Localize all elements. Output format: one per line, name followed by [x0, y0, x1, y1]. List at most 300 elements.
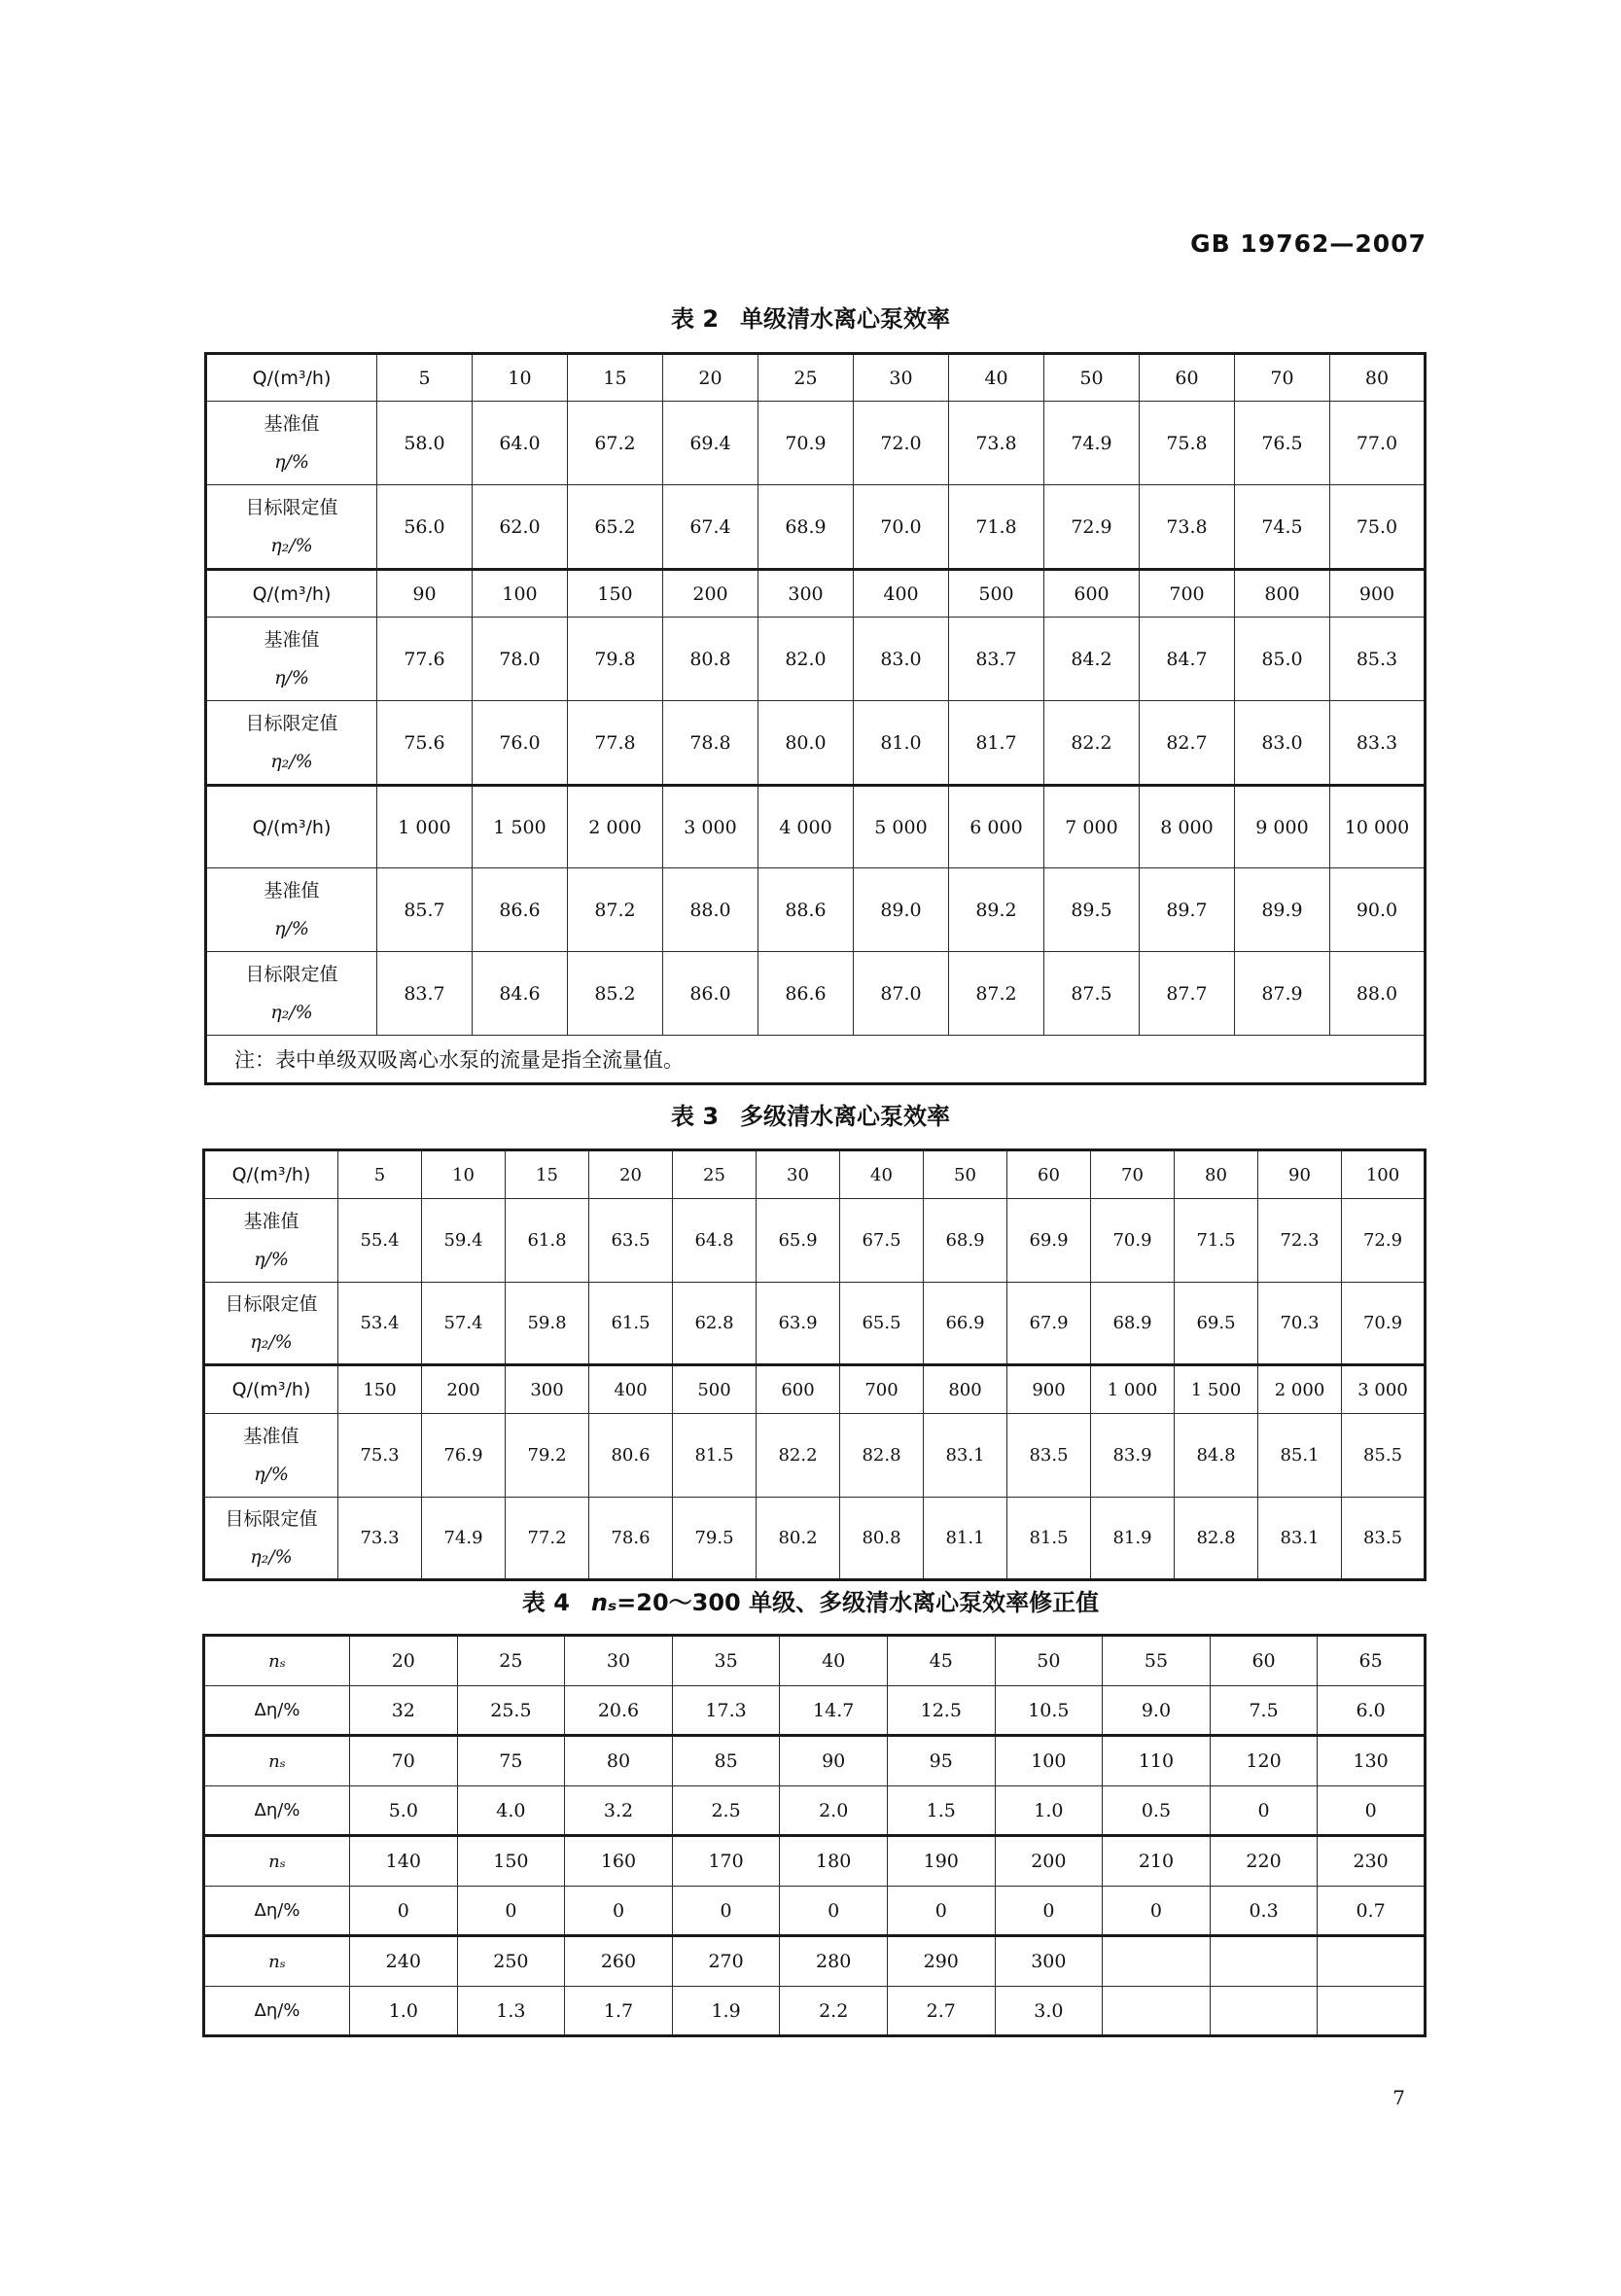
table3-target-cell: 59.8 — [506, 1283, 589, 1365]
table4-delta-cell: 4.0 — [457, 1786, 565, 1836]
table3-multi-stage-efficiency — [202, 1148, 1427, 1581]
table2-base-cell: 87.2 — [568, 868, 663, 952]
table3-flow-cell: 800 — [924, 1365, 1007, 1414]
table2-target-cell: 68.9 — [758, 485, 854, 570]
table2-flow-cell: 10 000 — [1330, 786, 1426, 868]
table2-target-cell: 56.0 — [377, 485, 473, 570]
table2-flow-cell: 900 — [1330, 570, 1426, 618]
table2-base-label-line1: 基准值 — [264, 628, 320, 651]
table4-delta-label: Δη/% — [204, 1686, 350, 1736]
table3-target-cell: 70.3 — [1258, 1283, 1342, 1365]
table3-target-cell: 81.5 — [1007, 1498, 1091, 1580]
table2-target-label-line1: 目标限定值 — [245, 963, 338, 985]
table3-flow-cell: 400 — [589, 1365, 673, 1414]
table3-base-cell: 71.5 — [1175, 1199, 1258, 1283]
table3-target-cell: 81.1 — [924, 1498, 1007, 1580]
table2-flow-cell: 700 — [1140, 570, 1235, 618]
table2-caption — [0, 300, 1621, 334]
table2-flow-cell: 30 — [854, 354, 949, 402]
table2-target-cell: 75.0 — [1330, 485, 1426, 570]
table4-delta-cell — [1318, 1987, 1426, 2036]
table4-delta-cell: 0 — [780, 1887, 888, 1936]
table4-efficiency-correction — [202, 1634, 1427, 2037]
table4-ns-cell: 30 — [565, 1636, 673, 1686]
table4-delta-cell: 17.3 — [672, 1686, 780, 1736]
table2-base-cell: 89.9 — [1235, 868, 1330, 952]
table4-ns-cell: 25 — [457, 1636, 565, 1686]
table3-target-label-line1: 目标限定值 — [225, 1507, 318, 1530]
table2-target-cell: 86.0 — [663, 952, 758, 1036]
table2-target-label-line2: η₂/% — [270, 1001, 313, 1023]
table2-base-cell: 58.0 — [377, 402, 473, 485]
table3-flow-cell: 100 — [1342, 1150, 1426, 1199]
table3-base-cell: 75.3 — [338, 1414, 422, 1498]
table4-ns-cell: 35 — [672, 1636, 780, 1686]
table2-base-cell: 77.0 — [1330, 402, 1426, 485]
table2-flow-cell: 6 000 — [949, 786, 1044, 868]
table3-flow-label: Q/(m³/h) — [204, 1365, 338, 1414]
table3-target-cell: 69.5 — [1175, 1283, 1258, 1365]
table4-ns-cell — [1103, 1936, 1211, 1987]
table4-ns-cell: 50 — [995, 1636, 1103, 1686]
table4-delta-cell: 9.0 — [1103, 1686, 1211, 1736]
table2-target-cell: 80.0 — [758, 701, 854, 786]
table3-target-cell: 81.9 — [1091, 1498, 1175, 1580]
table3-flow-cell: 15 — [506, 1150, 589, 1199]
table4-delta-cell: 0 — [565, 1887, 673, 1936]
table2-target-label-line2: η₂/% — [270, 534, 313, 556]
table4-ns-cell: 280 — [780, 1936, 888, 1987]
table4-ns-cell: 55 — [1103, 1636, 1211, 1686]
table2-single-stage-efficiency — [204, 352, 1427, 1085]
table2-target-cell: 76.0 — [473, 701, 568, 786]
table4-delta-cell: 10.5 — [995, 1686, 1103, 1736]
table4-ns-cell: 190 — [887, 1836, 995, 1887]
table4-ns-cell: 170 — [672, 1836, 780, 1887]
table2-flow-label: Q/(m³/h) — [206, 786, 377, 868]
table4-delta-cell: 0 — [1103, 1887, 1211, 1936]
table4-delta-cell: 0 — [672, 1887, 780, 1936]
table2-base-label — [206, 402, 377, 485]
table2-base-cell: 89.2 — [949, 868, 1044, 952]
table4-title: =20～300 单级、多级清水离心泵效率修正值 — [617, 1589, 1100, 1616]
table2-flow-cell: 15 — [568, 354, 663, 402]
table3-target-cell: 77.2 — [506, 1498, 589, 1580]
table2-base-cell: 83.0 — [854, 618, 949, 701]
table4-ns-cell: 210 — [1103, 1836, 1211, 1887]
table3-caption — [0, 1097, 1621, 1131]
table4-delta-cell: 0.3 — [1210, 1887, 1318, 1936]
table2-target-cell: 87.7 — [1140, 952, 1235, 1036]
table3-target-cell: 62.8 — [673, 1283, 757, 1365]
table4-delta-label: Δη/% — [204, 1786, 350, 1836]
table2-flow-label: Q/(m³/h) — [206, 354, 377, 402]
table2-base-cell: 70.9 — [758, 402, 854, 485]
table3-target-cell: 83.1 — [1258, 1498, 1342, 1580]
table4-ns-cell: 300 — [995, 1936, 1103, 1987]
table2-flow-cell: 80 — [1330, 354, 1426, 402]
table2-flow-cell: 500 — [949, 570, 1044, 618]
table2-base-label-line2: η/% — [274, 450, 309, 473]
table2-base-cell: 64.0 — [473, 402, 568, 485]
table2-base-cell: 85.7 — [377, 868, 473, 952]
table2-target-label — [206, 952, 377, 1036]
table2-base-cell: 74.9 — [1044, 402, 1140, 485]
table2-target-cell: 71.8 — [949, 485, 1044, 570]
table3-flow-cell: 20 — [589, 1150, 673, 1199]
table3-flow-cell: 80 — [1175, 1150, 1258, 1199]
table4-delta-cell: 0 — [457, 1887, 565, 1936]
table3-flow-cell: 60 — [1007, 1150, 1091, 1199]
table2-target-cell: 84.6 — [473, 952, 568, 1036]
table3-base-cell: 59.4 — [422, 1199, 506, 1283]
table3-flow-cell: 200 — [422, 1365, 506, 1414]
table4-ns-cell: 90 — [780, 1736, 888, 1786]
table2-flow-cell: 200 — [663, 570, 758, 618]
table3-flow-cell: 600 — [757, 1365, 840, 1414]
table4-delta-cell: 1.7 — [565, 1987, 673, 2036]
table3-target-cell: 83.5 — [1342, 1498, 1426, 1580]
table3-flow-cell: 40 — [840, 1150, 924, 1199]
table2-target-cell: 82.7 — [1140, 701, 1235, 786]
table3-base-cell: 65.9 — [757, 1199, 840, 1283]
page-number: 7 — [1392, 2086, 1405, 2109]
table3-flow-cell: 300 — [506, 1365, 589, 1414]
table3-target-cell: 80.8 — [840, 1498, 924, 1580]
table2-base-label-line2: η/% — [274, 917, 309, 939]
table2-base-cell: 75.8 — [1140, 402, 1235, 485]
table4-delta-cell: 1.0 — [995, 1786, 1103, 1836]
table4-ns-label — [204, 1936, 350, 1987]
table4-ns-symbol: nₛ — [268, 1851, 286, 1872]
table2-flow-cell: 600 — [1044, 570, 1140, 618]
table2-base-cell: 84.2 — [1044, 618, 1140, 701]
table2-flow-cell: 8 000 — [1140, 786, 1235, 868]
table4-title-variable: nₛ — [590, 1589, 617, 1616]
table2-number: 表 2 — [670, 305, 720, 333]
table2-target-cell: 85.2 — [568, 952, 663, 1036]
table3-flow-cell: 50 — [924, 1150, 1007, 1199]
table2-base-cell: 76.5 — [1235, 402, 1330, 485]
table3-base-cell: 63.5 — [589, 1199, 673, 1283]
table4-ns-cell: 180 — [780, 1836, 888, 1887]
table3-target-cell: 73.3 — [338, 1498, 422, 1580]
table3-title: 多级清水离心泵效率 — [740, 1103, 951, 1130]
table3-target-cell: 79.5 — [673, 1498, 757, 1580]
table3-target-cell: 74.9 — [422, 1498, 506, 1580]
table4-delta-cell: 32 — [350, 1686, 458, 1736]
table3-target-cell: 57.4 — [422, 1283, 506, 1365]
table2-title: 单级清水离心泵效率 — [740, 305, 951, 333]
table3-flow-cell: 90 — [1258, 1150, 1342, 1199]
table3-base-cell: 85.5 — [1342, 1414, 1426, 1498]
table2-base-cell: 69.4 — [663, 402, 758, 485]
table2-target-cell: 65.2 — [568, 485, 663, 570]
table4-ns-symbol: nₛ — [268, 1650, 286, 1672]
table2-base-label — [206, 868, 377, 952]
table3-flow-cell: 70 — [1091, 1150, 1175, 1199]
table4-ns-cell: 290 — [887, 1936, 995, 1987]
table2-flow-cell: 150 — [568, 570, 663, 618]
table3-base-cell: 72.9 — [1342, 1199, 1426, 1283]
table4-delta-cell: 2.0 — [780, 1786, 888, 1836]
table4-delta-cell: 12.5 — [887, 1686, 995, 1736]
table3-target-cell: 66.9 — [924, 1283, 1007, 1365]
table3-base-cell: 70.9 — [1091, 1199, 1175, 1283]
table3-flow-cell: 700 — [840, 1365, 924, 1414]
table2-base-cell: 89.7 — [1140, 868, 1235, 952]
table4-ns-cell: 70 — [350, 1736, 458, 1786]
table3-base-label — [204, 1199, 338, 1283]
table4-delta-cell: 3.2 — [565, 1786, 673, 1836]
table4-delta-cell: 6.0 — [1318, 1686, 1426, 1736]
table2-base-cell: 86.6 — [473, 868, 568, 952]
table2-flow-cell: 60 — [1140, 354, 1235, 402]
table3-base-cell: 72.3 — [1258, 1199, 1342, 1283]
table2-target-cell: 81.0 — [854, 701, 949, 786]
table4-ns-cell: 140 — [350, 1836, 458, 1887]
table4-ns-label — [204, 1836, 350, 1887]
table4-delta-label: Δη/% — [204, 1987, 350, 2036]
table2-target-cell: 87.2 — [949, 952, 1044, 1036]
table2-base-cell: 82.0 — [758, 618, 854, 701]
table2-base-cell: 80.8 — [663, 618, 758, 701]
table3-target-label-line2: η₂/% — [250, 1545, 293, 1568]
table3-base-cell: 76.9 — [422, 1414, 506, 1498]
table2-flow-cell: 70 — [1235, 354, 1330, 402]
table2-base-label-line1: 基准值 — [264, 412, 320, 435]
table4-ns-cell: 100 — [995, 1736, 1103, 1786]
table2-target-label-line1: 目标限定值 — [245, 496, 338, 518]
table4-delta-cell: 0.7 — [1318, 1887, 1426, 1936]
table3-flow-cell: 150 — [338, 1365, 422, 1414]
table2-flow-cell: 5 — [377, 354, 473, 402]
table2-target-cell: 70.0 — [854, 485, 949, 570]
table2-base-cell: 84.7 — [1140, 618, 1235, 701]
table3-target-cell: 67.9 — [1007, 1283, 1091, 1365]
table3-target-cell: 78.6 — [589, 1498, 673, 1580]
table2-target-label-line2: η₂/% — [270, 750, 313, 772]
table4-ns-cell: 20 — [350, 1636, 458, 1686]
table4-ns-cell: 65 — [1318, 1636, 1426, 1686]
table4-delta-cell: 7.5 — [1210, 1686, 1318, 1736]
table2-flow-cell: 1 000 — [377, 786, 473, 868]
table4-delta-cell: 14.7 — [780, 1686, 888, 1736]
table3-target-cell: 61.5 — [589, 1283, 673, 1365]
table4-caption — [0, 1583, 1621, 1617]
table3-base-cell: 82.8 — [840, 1414, 924, 1498]
table2-target-cell: 83.3 — [1330, 701, 1426, 786]
table4-delta-cell — [1210, 1987, 1318, 2036]
table4-ns-cell: 220 — [1210, 1836, 1318, 1887]
table4-delta-cell: 25.5 — [457, 1686, 565, 1736]
table3-target-label-line1: 目标限定值 — [225, 1292, 318, 1315]
table2-flow-cell: 400 — [854, 570, 949, 618]
table4-ns-label — [204, 1736, 350, 1786]
table2-flow-cell: 3 000 — [663, 786, 758, 868]
table2-base-cell: 85.0 — [1235, 618, 1330, 701]
table2-target-cell: 74.5 — [1235, 485, 1330, 570]
table2-flow-cell: 4 000 — [758, 786, 854, 868]
table4-ns-cell: 45 — [887, 1636, 995, 1686]
table2-target-cell: 73.8 — [1140, 485, 1235, 570]
table2-flow-cell: 9 000 — [1235, 786, 1330, 868]
table3-flow-cell: 900 — [1007, 1365, 1091, 1414]
table3-target-cell: 65.5 — [840, 1283, 924, 1365]
table2-target-label-line1: 目标限定值 — [245, 712, 338, 734]
standard-code: GB 19762—2007 — [1190, 230, 1427, 258]
table2-flow-cell: 10 — [473, 354, 568, 402]
table3-flow-cell: 500 — [673, 1365, 757, 1414]
table4-ns-symbol: nₛ — [268, 1951, 286, 1972]
table4-delta-cell: 0 — [350, 1887, 458, 1936]
table2-base-cell: 90.0 — [1330, 868, 1426, 952]
table3-base-cell: 84.8 — [1175, 1414, 1258, 1498]
table3-base-cell: 83.1 — [924, 1414, 1007, 1498]
table2-target-cell: 87.9 — [1235, 952, 1330, 1036]
table3-base-cell: 82.2 — [757, 1414, 840, 1498]
table2-target-cell: 72.9 — [1044, 485, 1140, 570]
table4-ns-cell: 80 — [565, 1736, 673, 1786]
table2-base-cell: 89.5 — [1044, 868, 1140, 952]
table3-flow-cell: 30 — [757, 1150, 840, 1199]
table4-ns-cell: 250 — [457, 1936, 565, 1987]
table3-target-cell: 70.9 — [1342, 1283, 1426, 1365]
table3-base-label-line2: η/% — [254, 1463, 289, 1485]
table4-ns-cell: 130 — [1318, 1736, 1426, 1786]
table4-delta-cell: 3.0 — [995, 1987, 1103, 2036]
table2-target-label — [206, 701, 377, 786]
table2-base-cell: 89.0 — [854, 868, 949, 952]
table4-delta-cell: 0 — [1318, 1786, 1426, 1836]
table4-delta-cell: 0 — [1210, 1786, 1318, 1836]
table4-ns-cell: 230 — [1318, 1836, 1426, 1887]
table4-delta-cell: 1.5 — [887, 1786, 995, 1836]
table3-base-cell: 83.5 — [1007, 1414, 1091, 1498]
table3-base-cell: 85.1 — [1258, 1414, 1342, 1498]
table2-base-cell: 79.8 — [568, 618, 663, 701]
table2-flow-cell: 5 000 — [854, 786, 949, 868]
table4-delta-cell: 5.0 — [350, 1786, 458, 1836]
table2-base-cell: 85.3 — [1330, 618, 1426, 701]
table4-delta-cell: 1.9 — [672, 1987, 780, 2036]
table3-base-label-line1: 基准值 — [243, 1210, 300, 1232]
table3-base-label-line2: η/% — [254, 1248, 289, 1270]
table4-ns-cell: 120 — [1210, 1736, 1318, 1786]
table4-ns-cell: 200 — [995, 1836, 1103, 1887]
table2-flow-cell: 50 — [1044, 354, 1140, 402]
table2-flow-cell: 1 500 — [473, 786, 568, 868]
table2-flow-cell: 800 — [1235, 570, 1330, 618]
table3-target-label — [204, 1283, 338, 1365]
table2-flow-cell: 100 — [473, 570, 568, 618]
table2-target-cell: 87.5 — [1044, 952, 1140, 1036]
table3-flow-cell: 25 — [673, 1150, 757, 1199]
table2-target-cell: 88.0 — [1330, 952, 1426, 1036]
table4-ns-cell: 150 — [457, 1836, 565, 1887]
table4-ns-cell: 110 — [1103, 1736, 1211, 1786]
table3-target-label-line2: η₂/% — [250, 1330, 293, 1353]
table3-flow-label: Q/(m³/h) — [204, 1150, 338, 1199]
table4-ns-cell: 40 — [780, 1636, 888, 1686]
table3-flow-cell: 1 000 — [1091, 1365, 1175, 1414]
table3-base-label — [204, 1414, 338, 1498]
table4-delta-cell: 0 — [887, 1887, 995, 1936]
table2-flow-cell: 300 — [758, 570, 854, 618]
table2-base-cell: 78.0 — [473, 618, 568, 701]
table4-ns-cell: 95 — [887, 1736, 995, 1786]
table4-ns-cell: 260 — [565, 1936, 673, 1987]
table2-base-cell: 83.7 — [949, 618, 1044, 701]
table2-target-cell: 83.0 — [1235, 701, 1330, 786]
table2-flow-cell: 7 000 — [1044, 786, 1140, 868]
table3-base-cell: 83.9 — [1091, 1414, 1175, 1498]
table3-base-cell: 81.5 — [673, 1414, 757, 1498]
table4-ns-cell — [1210, 1936, 1318, 1987]
table3-target-cell: 82.8 — [1175, 1498, 1258, 1580]
table3-base-cell: 55.4 — [338, 1199, 422, 1283]
table2-target-cell: 82.2 — [1044, 701, 1140, 786]
table2-base-label — [206, 618, 377, 701]
table4-ns-cell: 85 — [672, 1736, 780, 1786]
table3-flow-cell: 10 — [422, 1150, 506, 1199]
table4-number: 表 4 — [521, 1589, 570, 1616]
table2-flow-cell: 2 000 — [568, 786, 663, 868]
table2-target-label — [206, 485, 377, 570]
table2-base-cell: 88.6 — [758, 868, 854, 952]
table4-delta-label: Δη/% — [204, 1887, 350, 1936]
table2-flow-cell: 20 — [663, 354, 758, 402]
table4-ns-cell: 160 — [565, 1836, 673, 1887]
table4-ns-label — [204, 1636, 350, 1686]
table2-base-cell: 77.6 — [377, 618, 473, 701]
table3-flow-cell: 3 000 — [1342, 1365, 1426, 1414]
table4-delta-cell: 2.2 — [780, 1987, 888, 2036]
table2-flow-cell: 40 — [949, 354, 1044, 402]
table3-target-cell: 63.9 — [757, 1283, 840, 1365]
table2-base-cell: 73.8 — [949, 402, 1044, 485]
table2-target-cell: 67.4 — [663, 485, 758, 570]
table2-base-cell: 72.0 — [854, 402, 949, 485]
table4-delta-cell: 20.6 — [565, 1686, 673, 1736]
table3-flow-cell: 1 500 — [1175, 1365, 1258, 1414]
table4-delta-cell — [1103, 1987, 1211, 2036]
table4-ns-cell: 60 — [1210, 1636, 1318, 1686]
table2-target-cell: 81.7 — [949, 701, 1044, 786]
table3-base-cell: 79.2 — [506, 1414, 589, 1498]
table4-delta-cell: 1.3 — [457, 1987, 565, 2036]
table2-flow-label: Q/(m³/h) — [206, 570, 377, 618]
table3-flow-cell: 5 — [338, 1150, 422, 1199]
table2-target-cell: 77.8 — [568, 701, 663, 786]
table4-ns-cell: 240 — [350, 1936, 458, 1987]
table4-ns-cell: 75 — [457, 1736, 565, 1786]
table4-delta-cell: 0 — [995, 1887, 1103, 1936]
table4-delta-cell: 1.0 — [350, 1987, 458, 2036]
table2-target-cell: 83.7 — [377, 952, 473, 1036]
table2-base-cell: 88.0 — [663, 868, 758, 952]
table3-base-label-line1: 基准值 — [243, 1425, 300, 1447]
table4-ns-symbol: nₛ — [268, 1750, 286, 1772]
table3-base-cell: 64.8 — [673, 1199, 757, 1283]
table4-ns-cell — [1318, 1936, 1426, 1987]
table4-ns-cell: 270 — [672, 1936, 780, 1987]
table2-target-cell: 87.0 — [854, 952, 949, 1036]
table2-target-cell: 78.8 — [663, 701, 758, 786]
table2-target-cell: 62.0 — [473, 485, 568, 570]
table2-base-label-line1: 基准值 — [264, 879, 320, 901]
table2-target-cell: 75.6 — [377, 701, 473, 786]
